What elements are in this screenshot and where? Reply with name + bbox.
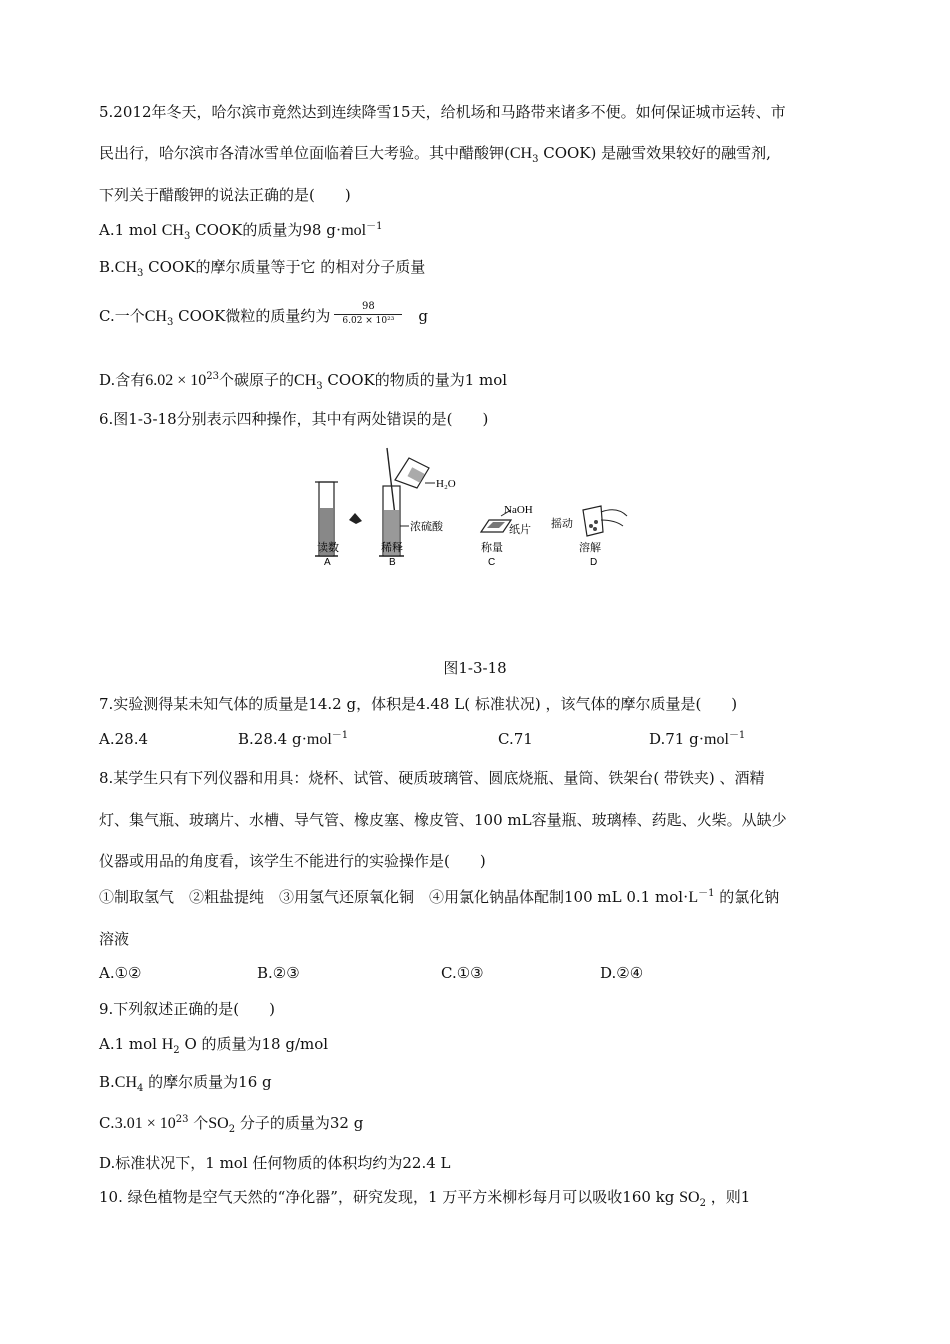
svg-text:称量: 称量: [481, 542, 503, 554]
lab-operations-figure: [305, 440, 645, 575]
q5-line3: 下列关于醋酸钾的说法正确的是( ): [99, 186, 351, 204]
eye-icon: [349, 513, 362, 524]
q7-option-c: C.71: [498, 730, 533, 748]
q5-option-b: $B.CH_3$ COOK的摩尔质量等于它 的相对分子质量: [99, 258, 426, 279]
svg-text:摇动: 摇动: [551, 518, 573, 530]
q8-line3: 仪器或用品的角度看，该学生不能进行的实验操作是( ): [99, 852, 486, 870]
q8-line2: 灯、集气瓶、玻璃片、水槽、导气管、橡皮塞、橡皮管、100 mL容量瓶、玻璃棒、药匙、火柴。从缺少: [99, 811, 787, 829]
q9-option-a: A.1 mol $H_2$ O 的质量为18 g/mol: [99, 1035, 329, 1056]
q8-options: [99, 963, 643, 983]
svg-text:读数: 读数: [317, 542, 339, 554]
q5-option-a: A.1 mol $CH_3$ COOK的质量为98 g·mol$^{-1}$: [99, 221, 383, 242]
svg-text:H₂O: H₂O: [436, 478, 456, 490]
svg-text:溶解: 溶解: [579, 542, 601, 554]
svg-text:纸片: 纸片: [509, 524, 531, 536]
hand-icon: [601, 510, 627, 516]
q5-line2: 民出行，哈尔滨市各清冰雪单位面临着巨大考验。其中醋酸钾($CH_3$ COOK) 是融雪效果较好的融雪剂,: [99, 144, 771, 165]
figure-caption: 图1-3-18: [443, 659, 507, 677]
svg-text:D: D: [590, 557, 598, 568]
svg-text:A: A: [324, 557, 331, 568]
figure-d-dissolving: [551, 506, 627, 568]
q8-option-c: C.①③: [441, 964, 484, 982]
figure-c-weighing: [481, 504, 533, 568]
figure-b-dilution: [379, 448, 456, 568]
q7-option-b: B.28.4 g·mol$^{-1}$: [238, 730, 349, 748]
q5-option-c: C.一个$CH_3$ COOK微粒的质量约为 $\frac{98}{\text{6.02 × 10²³}}$ g: [99, 301, 428, 328]
q5-option-d: D.含有$6.02 \times 10^{23}$个碳原子的$CH_3$ COOK的物质的量为1 mol: [99, 371, 508, 392]
q8-option-b: B.②③: [257, 964, 300, 982]
q7-line1: 7.实验测得某未知气体的质量是14.2 g，体积是4.48 L( 标准状况) ，该气体的摩尔质量是( ): [99, 695, 738, 713]
q10-line1: 10. 绿色植物是空气天然的“净化器”，研究发现，1 万平方米柳杉每月可以吸收160 kg $SO_2$ ，则1: [99, 1188, 751, 1209]
q9-option-d: D.标准状况下，1 mol 任何物质的体积均约为22.4 L: [99, 1154, 451, 1172]
q8-option-a: A.①②: [99, 964, 142, 982]
svg-text:浓硫酸: 浓硫酸: [410, 521, 443, 533]
svg-text:稀释: 稀释: [381, 542, 403, 554]
svg-text:NaOH: NaOH: [504, 504, 533, 516]
svg-text:B: B: [389, 557, 396, 568]
q8-line5: 溶液: [99, 930, 130, 948]
q7-options: [99, 729, 745, 750]
fraction: $\frac{98}{\text{6.02 × 10²³}}$: [334, 301, 402, 327]
q7-option-d: D.71 g·mol$^{-1}$: [649, 730, 746, 748]
q8-line1: 8.某学生只有下列仪器和用具：烧杯、试管、硬质玻璃管、圆底烧瓶、量筒、铁架台( 带铁夹) 、酒精: [99, 769, 765, 787]
q9-line1: 9.下列叙述正确的是( ): [99, 1000, 276, 1018]
q8-line4: ①制取氢气 ②粗盐提纯 ③用氢气还原氧化铜 ④用氯化钠晶体配制100 mL 0.1 $mol\cdot L^{-1}$ 的氯化钠: [99, 888, 780, 906]
q9-option-c: $C.3.01 \times 10^{23}$ 个$SO_2$ 分子的质量为32 g: [99, 1114, 364, 1135]
q9-option-b: $B.CH_4$ 的摩尔质量为16 g: [99, 1073, 272, 1094]
figure-a-reading: [315, 482, 362, 568]
svg-text:C: C: [488, 557, 496, 568]
q5-line1: 5.2012年冬天，哈尔滨市竟然达到连续降雪15天，给机场和马路带来诸多不便。如何保证城市运转、市: [99, 103, 786, 121]
q8-option-d: D.②④: [600, 964, 644, 982]
flask: [583, 506, 603, 536]
q6-line1: 6.图1-3-18分别表示四种操作，其中有两处错误的是( ): [99, 410, 489, 428]
q7-option-a: A.28.4: [99, 730, 148, 748]
